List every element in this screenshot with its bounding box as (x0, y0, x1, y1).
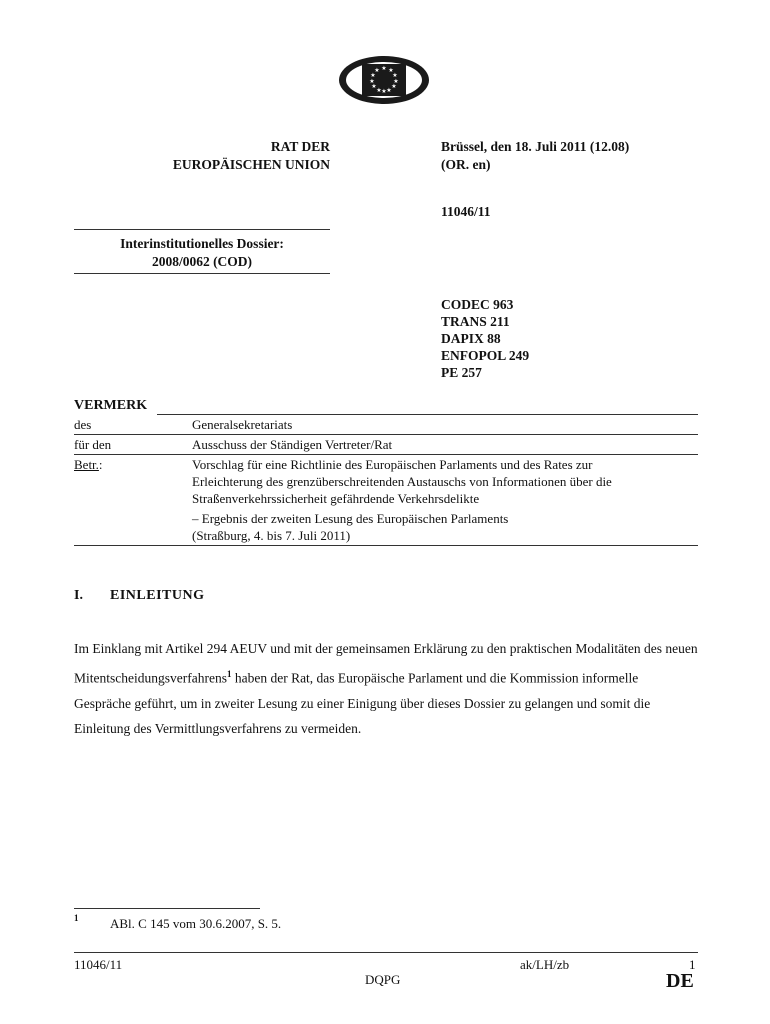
subject-line: (Straßburg, 4. bis 7. Juli 2011) (192, 528, 351, 543)
dossier-label: Interinstitutionelles Dossier: (120, 236, 284, 251)
section-title: EINLEITUNG (110, 588, 205, 603)
svg-text:★: ★ (381, 65, 387, 72)
vermerk-bottom-divider (74, 545, 698, 546)
footnote-reference[interactable]: 1 (226, 668, 232, 679)
code-item: CODEC 963 (441, 297, 514, 312)
vermerk-key: für den (74, 437, 112, 452)
issuer-block (100, 138, 330, 174)
body-paragraph (74, 636, 698, 742)
footer-doc-number: 11046/11 (74, 957, 123, 972)
original-language: (OR. en) (441, 157, 491, 172)
vermerk-row (74, 436, 698, 453)
code-item: PE 257 (441, 365, 482, 380)
svg-text:★: ★ (393, 78, 399, 85)
vermerk-value: Generalsekretariats (192, 417, 293, 432)
subject-line: Vorschlag für eine Richtlinie des Europäischen Parlaments und des Rates zur (192, 457, 593, 472)
svg-text:★: ★ (392, 72, 398, 79)
footer-language: DE (666, 970, 694, 992)
footnote-number: 1 (74, 913, 79, 923)
body-text-part1: Im Einklang mit Artikel 294 AEUV und mit der gemeinsamen Erklärung zu den praktischen Modalitäten des neuen Mitentscheidungsverfahrens (74, 641, 698, 685)
vermerk-divider (157, 414, 698, 415)
subject-value (192, 456, 698, 544)
svg-text:★: ★ (386, 87, 392, 94)
footer-rule (74, 952, 698, 953)
vermerk-row-divider (74, 454, 698, 455)
vermerk-row-divider (74, 434, 698, 435)
vermerk-subject-row (74, 456, 698, 544)
svg-text:★: ★ (371, 83, 377, 90)
classification-codes (441, 296, 529, 381)
issuer-line-2: EUROPÄISCHEN UNION (172, 157, 330, 172)
svg-text:★: ★ (370, 72, 376, 79)
vermerk-row (74, 416, 698, 433)
footer-initials: ak/LH/zb (520, 957, 570, 972)
document-number: 11046/11 (441, 204, 491, 219)
footnote-rule (74, 908, 260, 909)
svg-text:★: ★ (381, 88, 387, 95)
subject-line: – Ergebnis der zweiten Lesung des Europäischen Parlaments (192, 511, 509, 526)
body-text-part2: haben der Rat, das Europäische Parlament und die Kommission informelle Gespräche geführt, um in zweiter Lesung zu einer Einigung über dieses Dossier zu gelangen und somit die Einleitung des Vermittlungsverfahrens zu vermeiden. (74, 670, 651, 736)
footer-department: DQPG (365, 972, 401, 987)
svg-text:★: ★ (376, 87, 382, 94)
svg-text:★: ★ (369, 78, 375, 85)
dossier-box (74, 229, 330, 274)
place-date: Brüssel, den 18. Juli 2011 (12.08) (441, 139, 630, 154)
vermerk-value: Ausschuss der Ständigen Vertreter/Rat (192, 437, 393, 452)
footer-page-number: 1 (689, 957, 696, 972)
date-block (441, 138, 629, 174)
subject-key (74, 456, 192, 544)
code-item: DAPIX 88 (441, 331, 501, 346)
vermerk-key: des (74, 417, 92, 432)
svg-text:★: ★ (391, 83, 397, 90)
svg-text:★: ★ (388, 67, 394, 74)
council-logo (338, 55, 430, 105)
code-item: ENFOPOL 249 (441, 348, 530, 363)
subject-key-colon: : (98, 457, 103, 472)
subject-line: Straßenverkehrssicherheit gefährdende Verkehrsdelikte (192, 491, 480, 506)
code-item: TRANS 211 (441, 314, 510, 329)
issuer-line-1: RAT DER (270, 139, 330, 154)
vermerk-title: VERMERK (74, 398, 148, 413)
subject-key-label: Betr. (74, 457, 99, 472)
subject-line: Erleichterung des grenzüberschreitenden Austauschs von Informationen über die (192, 474, 612, 489)
svg-text:★: ★ (374, 67, 380, 74)
section-number: I. (74, 588, 83, 603)
dossier-value: 2008/0062 (COD) (151, 254, 253, 269)
vermerk-table (74, 416, 698, 547)
footnote-text: ABl. C 145 vom 30.6.2007, S. 5. (110, 916, 282, 931)
